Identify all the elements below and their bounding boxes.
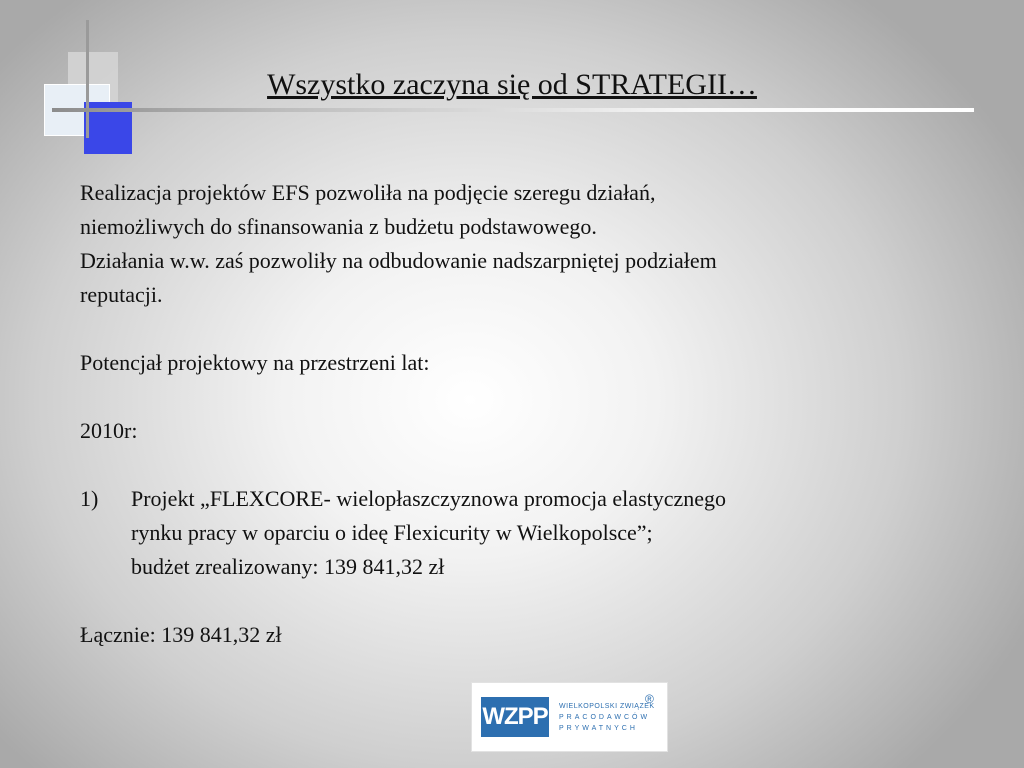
list-content	[131, 482, 900, 584]
logo-line-1: WIELKOPOLSKI ZWIĄZEK	[559, 703, 655, 710]
logo-line-3: PRYWATNYCH	[559, 725, 638, 732]
list-line-2: rynku pracy w oparciu o ideę Flexicurity w Wielkopolsce”;	[131, 520, 653, 545]
paragraph-1-line-1: Realizacja projektów EFS pozwoliła na podjęcie szeregu działań,	[80, 180, 656, 205]
title-divider	[52, 108, 974, 112]
year-label: 2010r:	[80, 418, 138, 443]
slide-title: Wszystko zaczyna się od STRATEGII…	[267, 68, 757, 101]
slide-body	[80, 176, 900, 652]
potential-heading: Potencjał projektowy na przestrzeni lat:	[80, 350, 430, 375]
registered-mark: ®	[645, 692, 654, 706]
list-line-1: Projekt „FLEXCORE- wielopłaszczyznowa promocja elastycznego	[131, 486, 727, 511]
paragraph-1-line-2: niemożliwych do sfinansowania z budżetu podstawowego.	[80, 214, 597, 239]
logo-line-2: PRACODAWCÓW	[559, 714, 651, 721]
list-number: 1)	[80, 486, 99, 511]
paragraph-2-line-2: reputacji.	[80, 282, 163, 307]
wzpp-logo	[471, 682, 668, 752]
list-line-3: budżet zrealizowany: 139 841,32 zł	[131, 554, 445, 579]
list-item	[80, 482, 900, 584]
logo-mark: WZPP	[481, 697, 549, 737]
logo-text	[559, 701, 655, 734]
paragraph-2-line-1: Działania w.w. zaś pozwoliły na odbudowanie nadszarpniętej podziałem	[80, 248, 717, 273]
total-amount: Łącznie: 139 841,32 zł	[80, 622, 282, 647]
